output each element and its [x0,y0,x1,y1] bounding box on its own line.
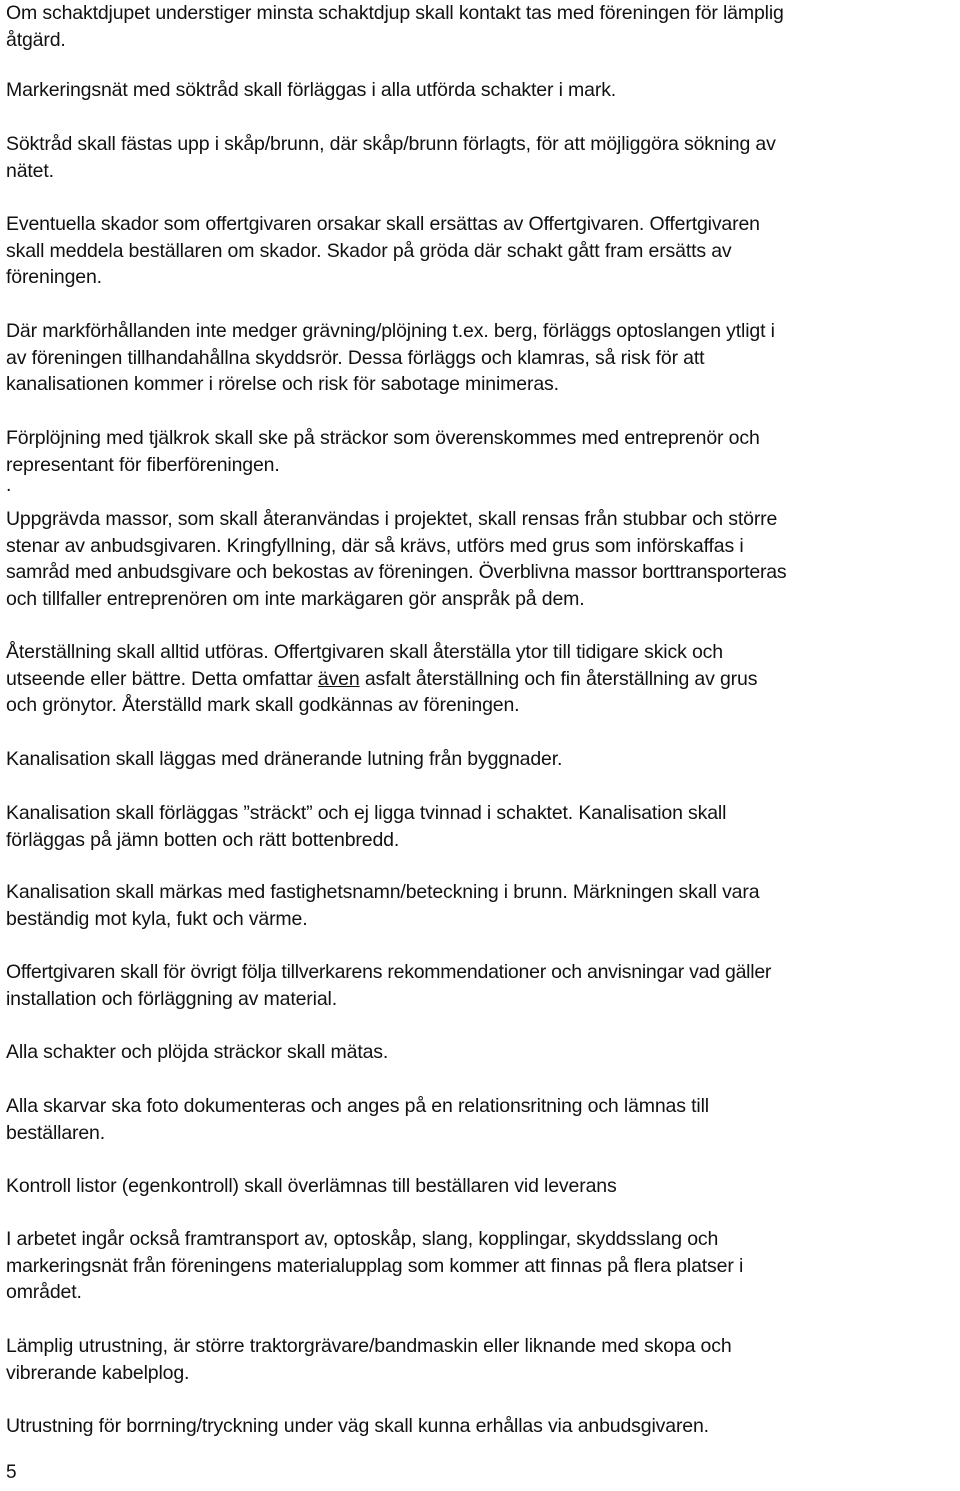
paragraph-markeringsnat: Markeringsnät med söktråd skall förläggas i alla utförda schakter i mark. [6,79,617,101]
paragraph-kontroll-listor: Kontroll listor (egenkontroll) skall överlämnas till beställaren vid leverans [6,1175,617,1197]
paragraph-tillverkarens-rekommendationer: Offertgivaren skall för övrigt följa tillverkarens rekommendationer och anvisningar vad gäller installation och förläggning av material. [6,961,772,1010]
paragraph-framtransport: I arbetet ingår också framtransport av, optoskåp, slang, kopplingar, skyddsslang och markeringsnät från föreningens materialupplag som kommer att finnas på flera platser i området. [6,1228,744,1303]
page-number: 5 [6,1462,17,1483]
paragraph-aterstallning: Återställning skall alltid utföras. Offertgivaren skall återställa ytor till tidigare skick och utseende eller bättre. Detta omfattar även asfalt återställning och fin återställning av grus och grönytor. Återställd mark skall godkännas av föreningen. [6,641,758,716]
paragraph-markforhallanden: Där markförhållanden inte medger grävning/plöjning t.ex. berg, förläggs optoslangen ytligt i av föreningen tillhandahållna skyddsrör. Dessa förläggs och klamras, så risk för att kanalisationen kommer i rörelse och risk för sabotage minimeras. [6,320,775,395]
paragraph-skador: Eventuella skador som offertgivaren orsakar skall ersättas av Offertgivaren. Offertgivaren skall meddela beställaren om skador. Skador på gröda där schakt gått fram ersätts av föreningen. [6,213,760,288]
paragraph-forplojning: Förplöjning med tjälkrok skall ske på sträckor som överenskommes med entreprenör och representant för fiberföreningen. . [6,427,760,496]
paragraph-soktrad: Söktråd skall fästas upp i skåp/brunn, där skåp/brunn förlagts, för att möjliggöra sökning av nätet. [6,133,776,182]
paragraph-uppgravda-massor: Uppgrävda massor, som skall återanvändas i projektet, skall rensas från stubbar och större stenar av anbudsgivaren. Kringfyllning, där så krävs, utförs med grus som införskaffas i samråd med anbudsgivare och bekostas av föreningen. Överblivna massor borttransporteras och tillfaller entreprenören om inte markägaren gör anspråk på dem. [6,508,787,610]
paragraph-kanalisation-lutning: Kanalisation skall läggas med dränerande lutning från byggnader. [6,748,563,770]
paragraph-skarvar: Alla skarvar ska foto dokumenteras och anges på en relationsritning och lämnas till beställaren. [6,1095,709,1144]
paragraph-schakter-matas: Alla schakter och plöjda sträckor skall mätas. [6,1041,389,1063]
paragraph-utrustning: Lämplig utrustning, är större traktorgrävare/bandmaskin eller liknande med skopa och vibrerande kabelplog. [6,1335,732,1384]
paragraph-borrning: Utrustning för borrning/tryckning under väg skall kunna erhållas via anbudsgivaren. [6,1415,709,1437]
paragraph-kanalisation-markning: Kanalisation skall märkas med fastighetsnamn/beteckning i brunn. Märkningen skall vara beständig mot kyla, fukt och värme. [6,881,760,930]
paragraph-schaktdjup: Om schaktdjupet understiger minsta schaktdjup skall kontakt tas med föreningen för lämplig åtgärd. [6,2,784,51]
underlined-word: även [317,667,360,690]
paragraph-kanalisation-stracka: Kanalisation skall förläggas ”sträckt” och ej ligga tvinnad i schaktet. Kanalisation skall förläggas på jämn botten och rätt bottenbredd. [6,802,727,851]
